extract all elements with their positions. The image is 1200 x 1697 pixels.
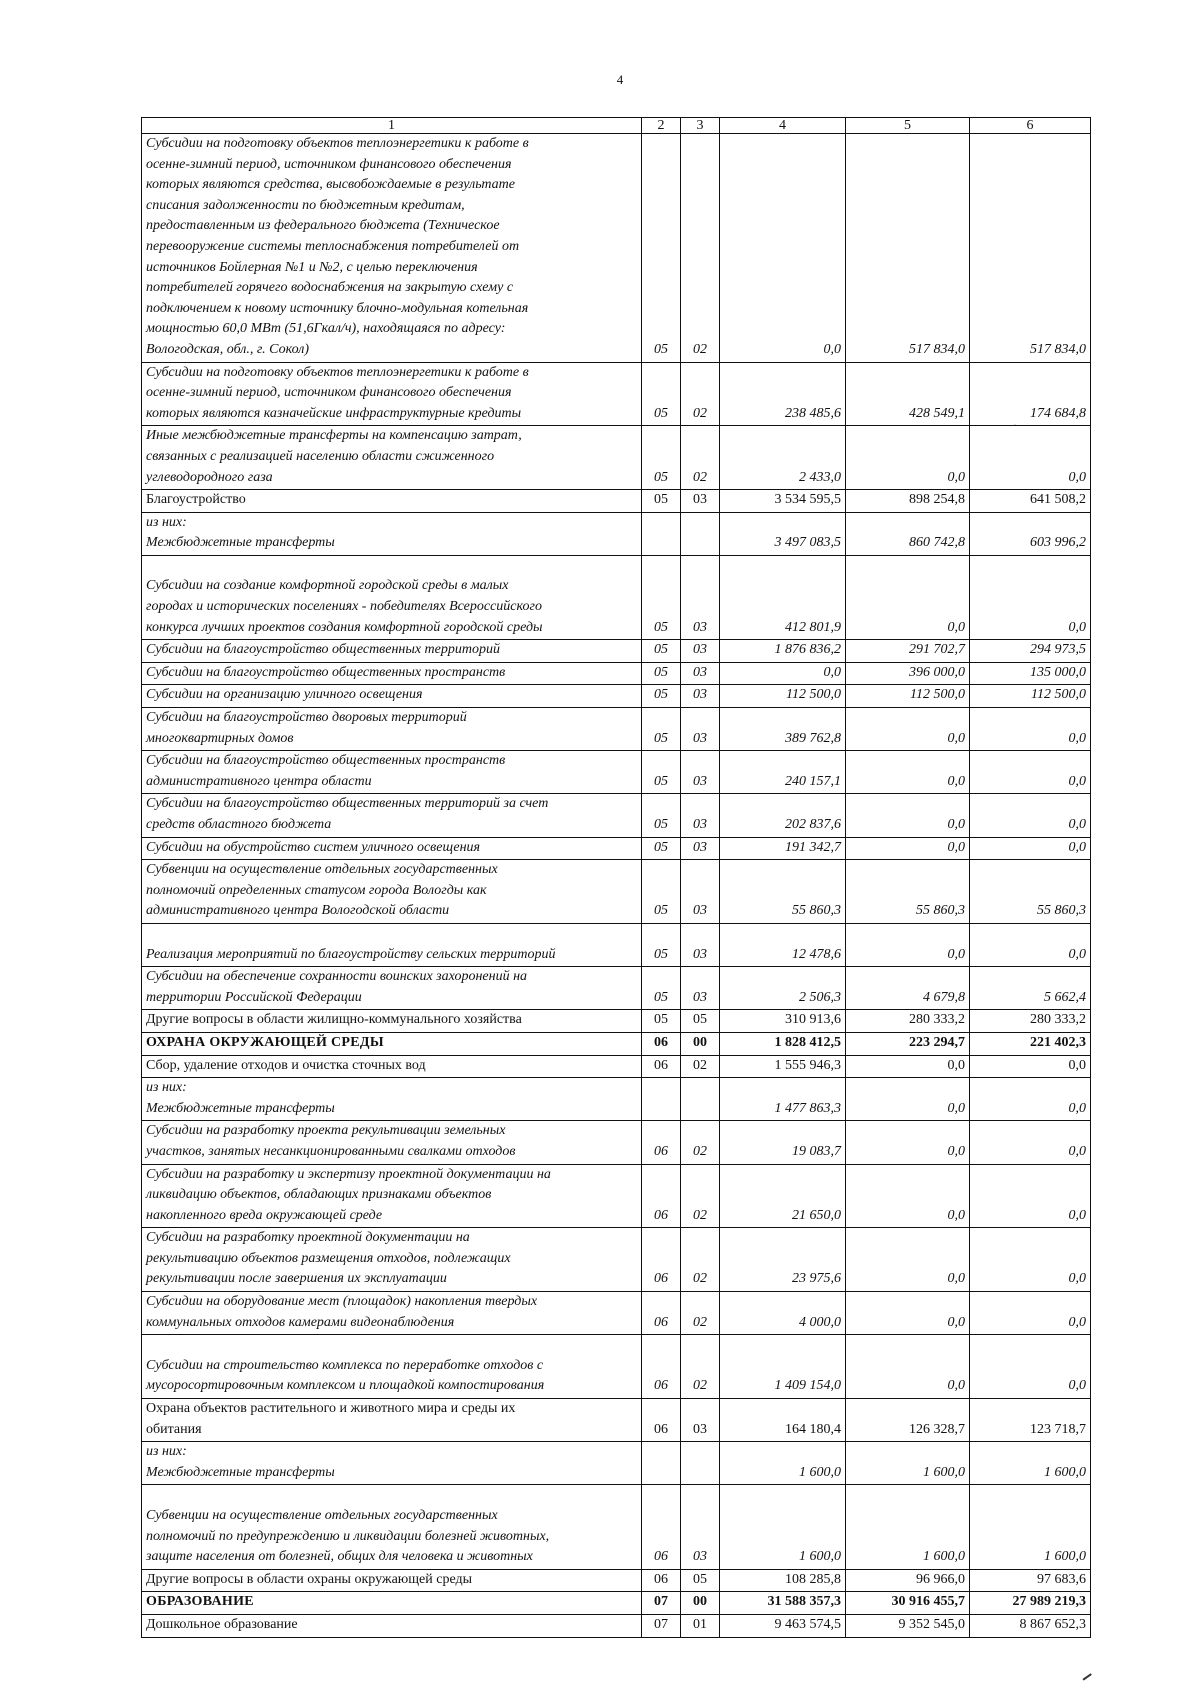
amount-col-6: 0,0 bbox=[970, 708, 1091, 751]
amount-col-6: 0,0 bbox=[970, 1164, 1091, 1228]
amount-col-6: 97 683,6 bbox=[970, 1569, 1091, 1592]
subsection-code: 03 bbox=[681, 640, 720, 663]
section-code: 05 bbox=[642, 490, 681, 513]
row-description bbox=[142, 640, 642, 663]
table-row bbox=[142, 1292, 1091, 1335]
section-code: 05 bbox=[642, 708, 681, 751]
subsection-code: 02 bbox=[681, 1164, 720, 1228]
section-code: 06 bbox=[642, 1485, 681, 1569]
amount-col-5: 0,0 bbox=[846, 751, 970, 794]
description-line: Субсидии на обустройство систем уличного освещения bbox=[146, 839, 481, 855]
section-code: 06 bbox=[642, 1228, 681, 1292]
subsection-code: 03 bbox=[681, 1485, 720, 1569]
subsection-code: 03 bbox=[681, 1399, 720, 1442]
description-line: осенне-зимний период, источником финансового обеспечения bbox=[146, 156, 512, 172]
table-header-row bbox=[142, 118, 1091, 134]
row-description bbox=[142, 708, 642, 751]
description-line: ОХРАНА ОКРУЖАЮЩЕЙ СРЕДЫ bbox=[146, 1034, 384, 1050]
subsection-code: 03 bbox=[681, 490, 720, 513]
amount-col-5: 0,0 bbox=[846, 1078, 970, 1121]
amount-col-5: 4 679,8 bbox=[846, 967, 970, 1010]
row-description bbox=[142, 1164, 642, 1228]
amount-col-5: 0,0 bbox=[846, 1055, 970, 1078]
amount-col-6: 55 860,3 bbox=[970, 860, 1091, 924]
amount-col-5: 0,0 bbox=[846, 1121, 970, 1164]
amount-col-4: 238 485,6 bbox=[720, 362, 846, 426]
amount-col-4: 1 409 154,0 bbox=[720, 1335, 846, 1399]
table-row bbox=[142, 134, 1091, 363]
section-code: 05 bbox=[642, 751, 681, 794]
table-row bbox=[142, 555, 1091, 639]
section-code: 05 bbox=[642, 860, 681, 924]
amount-col-6: 294 973,5 bbox=[970, 640, 1091, 663]
amount-col-6: 0,0 bbox=[970, 1078, 1091, 1121]
subsection-code bbox=[681, 1078, 720, 1121]
amount-col-4: 19 083,7 bbox=[720, 1121, 846, 1164]
amount-col-5: 291 702,7 bbox=[846, 640, 970, 663]
subsection-code: 03 bbox=[681, 860, 720, 924]
section-code: 05 bbox=[642, 555, 681, 639]
subsection-code bbox=[681, 512, 720, 555]
table-row bbox=[142, 1228, 1091, 1292]
description-line: Межбюджетные трансферты bbox=[146, 1100, 335, 1116]
amount-col-4: 2 506,3 bbox=[720, 967, 846, 1010]
description-line: административного центра области bbox=[146, 773, 372, 789]
subsection-code: 03 bbox=[681, 967, 720, 1010]
description-line: Субсидии на создание комфортной городской среды в малых bbox=[146, 578, 509, 594]
amount-col-6: 135 000,0 bbox=[970, 662, 1091, 685]
amount-col-5: 0,0 bbox=[846, 923, 970, 966]
table-row bbox=[142, 512, 1091, 555]
subsection-code: 03 bbox=[681, 708, 720, 751]
amount-col-4: 12 478,6 bbox=[720, 923, 846, 966]
amount-col-6: 603 996,2 bbox=[970, 512, 1091, 555]
page-number: 4 bbox=[616, 72, 624, 87]
description-line: полномочий по предупреждению и ликвидации болезней животных, bbox=[146, 1528, 550, 1544]
amount-col-6: 5 662,4 bbox=[970, 967, 1091, 1010]
table-row bbox=[142, 1010, 1091, 1033]
amount-col-4: 202 837,6 bbox=[720, 794, 846, 837]
amount-col-4: 31 588 357,3 bbox=[720, 1592, 846, 1615]
description-line: которых являются средства, высвобождаемые в результате bbox=[146, 177, 515, 193]
row-description bbox=[142, 490, 642, 513]
table-row bbox=[142, 1485, 1091, 1569]
section-code: 05 bbox=[642, 685, 681, 708]
row-description bbox=[142, 685, 642, 708]
description-line: Охрана объектов растительного и животного мира и среды их bbox=[146, 1401, 516, 1417]
section-code: 06 bbox=[642, 1292, 681, 1335]
row-description bbox=[142, 1010, 642, 1033]
description-line: из них: bbox=[146, 514, 187, 530]
subsection-code: 05 bbox=[681, 1010, 720, 1033]
amount-col-5: 860 742,8 bbox=[846, 512, 970, 555]
row-description bbox=[142, 134, 642, 363]
section-code: 07 bbox=[642, 1614, 681, 1637]
description-line: из них: bbox=[146, 1444, 187, 1460]
table-row bbox=[142, 1121, 1091, 1164]
amount-col-4: 1 600,0 bbox=[720, 1442, 846, 1485]
amount-col-4: 389 762,8 bbox=[720, 708, 846, 751]
amount-col-5: 0,0 bbox=[846, 708, 970, 751]
row-description bbox=[142, 837, 642, 860]
table-row bbox=[142, 1614, 1091, 1637]
subsection-code: 02 bbox=[681, 134, 720, 363]
row-description bbox=[142, 1292, 642, 1335]
table-row bbox=[142, 794, 1091, 837]
table-row bbox=[142, 1164, 1091, 1228]
description-line: конкурса лучших проектов создания комфортной городской среды bbox=[146, 619, 543, 635]
amount-col-4: 23 975,6 bbox=[720, 1228, 846, 1292]
table-row bbox=[142, 1442, 1091, 1485]
amount-col-4: 4 000,0 bbox=[720, 1292, 846, 1335]
description-line: многоквартирных домов bbox=[146, 730, 294, 746]
table-row bbox=[142, 662, 1091, 685]
amount-col-4: 0,0 bbox=[720, 134, 846, 363]
description-line: источников Бойлерная №1 и №2, с целью переключения bbox=[146, 259, 478, 275]
table-body bbox=[142, 118, 1091, 1638]
description-line: связанных с реализацией населению области сжиженного bbox=[146, 448, 495, 464]
subsection-code bbox=[681, 1442, 720, 1485]
table-row bbox=[142, 685, 1091, 708]
table-row bbox=[142, 362, 1091, 426]
amount-col-5: 30 916 455,7 bbox=[846, 1592, 970, 1615]
subsection-code: 03 bbox=[681, 555, 720, 639]
description-line bbox=[146, 924, 637, 945]
description-line: Вологодская, обл., г. Сокол) bbox=[146, 341, 310, 357]
header-cell-4: 4 bbox=[720, 118, 846, 134]
amount-col-4: 1 555 946,3 bbox=[720, 1055, 846, 1078]
table-row bbox=[142, 708, 1091, 751]
table-row bbox=[142, 1055, 1091, 1078]
description-line bbox=[146, 556, 637, 577]
description-line: мощностью 60,0 МВт (51,6Гкал/ч), находящаяся по адресу: bbox=[146, 321, 506, 337]
description-line: рекультивацию объектов размещения отходов, подлежащих bbox=[146, 1250, 511, 1266]
amount-col-6: 0,0 bbox=[970, 923, 1091, 966]
description-line: Другие вопросы в области жилищно-коммунального хозяйства bbox=[146, 1012, 522, 1028]
description-line: Субсидии на организацию уличного освещения bbox=[146, 687, 423, 703]
amount-col-5: 898 254,8 bbox=[846, 490, 970, 513]
amount-col-5: 126 328,7 bbox=[846, 1399, 970, 1442]
amount-col-5: 428 549,1 bbox=[846, 362, 970, 426]
subsection-code: 02 bbox=[681, 426, 720, 490]
row-description bbox=[142, 1032, 642, 1055]
description-line: защите населения от болезней, общих для человека и животных bbox=[146, 1549, 533, 1565]
section-code: 05 bbox=[642, 923, 681, 966]
row-description bbox=[142, 1228, 642, 1292]
subsection-code: 03 bbox=[681, 794, 720, 837]
amount-col-5: 1 600,0 bbox=[846, 1442, 970, 1485]
description-line: Субсидии на строительство комплекса по переработке отходов с bbox=[146, 1357, 544, 1373]
amount-col-6: 280 333,2 bbox=[970, 1010, 1091, 1033]
header-cell-5: 5 bbox=[846, 118, 970, 134]
description-line: Субсидии на подготовку объектов теплоэнергетики к работе в bbox=[146, 364, 529, 380]
section-code: 06 bbox=[642, 1164, 681, 1228]
header-cell-1: 1 bbox=[142, 118, 642, 134]
row-description bbox=[142, 1399, 642, 1442]
amount-col-6: 123 718,7 bbox=[970, 1399, 1091, 1442]
description-line: углеводородного газа bbox=[146, 469, 273, 485]
row-description bbox=[142, 1592, 642, 1615]
header-cell-6: 6 bbox=[970, 118, 1091, 134]
amount-col-4: 1 876 836,2 bbox=[720, 640, 846, 663]
description-line: потребителей горячего водоснабжения на закрытую схему с bbox=[146, 280, 514, 296]
table-row bbox=[142, 490, 1091, 513]
section-code: 05 bbox=[642, 362, 681, 426]
description-line: Субвенции на осуществление отдельных государственных bbox=[146, 1508, 498, 1523]
amount-col-5: 0,0 bbox=[846, 426, 970, 490]
amount-col-5: 0,0 bbox=[846, 555, 970, 639]
row-description bbox=[142, 1055, 642, 1078]
row-description bbox=[142, 1121, 642, 1164]
amount-col-4: 55 860,3 bbox=[720, 860, 846, 924]
section-code: 06 bbox=[642, 1399, 681, 1442]
row-description bbox=[142, 555, 642, 639]
amount-col-5: 0,0 bbox=[846, 1164, 970, 1228]
amount-col-4: 108 285,8 bbox=[720, 1569, 846, 1592]
description-line: Благоустройство bbox=[146, 492, 246, 508]
row-description bbox=[142, 512, 642, 555]
description-line: перевооружение системы теплоснабжения потребителей от bbox=[146, 238, 520, 254]
subsection-code: 02 bbox=[681, 1055, 720, 1078]
table-row bbox=[142, 1592, 1091, 1615]
header-cell-2: 2 bbox=[642, 118, 681, 134]
description-line: из них: bbox=[146, 1080, 187, 1096]
description-line: Сбор, удаление отходов и очистка сточных вод bbox=[146, 1057, 426, 1073]
description-line: Иные межбюджетные трансферты на компенсацию затрат, bbox=[146, 428, 522, 444]
amount-col-4: 2 433,0 bbox=[720, 426, 846, 490]
table-row bbox=[142, 1032, 1091, 1055]
amount-col-4: 240 157,1 bbox=[720, 751, 846, 794]
amount-col-4: 21 650,0 bbox=[720, 1164, 846, 1228]
row-description bbox=[142, 794, 642, 837]
description-line: Межбюджетные трансферты bbox=[146, 535, 335, 551]
description-line: административного центра Вологодской области bbox=[146, 903, 450, 919]
amount-col-4: 310 913,6 bbox=[720, 1010, 846, 1033]
description-line: Субсидии на разработку проектной документации на bbox=[146, 1230, 470, 1246]
section-code bbox=[642, 512, 681, 555]
description-line: Субсидии на благоустройство общественных пространств bbox=[146, 664, 506, 680]
amount-col-5: 0,0 bbox=[846, 794, 970, 837]
amount-col-5: 0,0 bbox=[846, 1335, 970, 1399]
section-code: 06 bbox=[642, 1032, 681, 1055]
row-description bbox=[142, 1335, 642, 1399]
amount-col-6: 174 684,8 bbox=[970, 362, 1091, 426]
description-line: Субсидии на благоустройство дворовых территорий bbox=[146, 710, 467, 726]
section-code bbox=[642, 1078, 681, 1121]
section-code: 06 bbox=[642, 1121, 681, 1164]
section-code: 05 bbox=[642, 967, 681, 1010]
amount-col-5: 1 600,0 bbox=[846, 1485, 970, 1569]
amount-col-5: 0,0 bbox=[846, 837, 970, 860]
amount-col-6: 112 500,0 bbox=[970, 685, 1091, 708]
description-line: которых являются казначейские инфраструктурные кредиты bbox=[146, 405, 522, 421]
amount-col-6: 641 508,2 bbox=[970, 490, 1091, 513]
section-code: 06 bbox=[642, 1055, 681, 1078]
section-code bbox=[642, 1442, 681, 1485]
section-code: 05 bbox=[642, 662, 681, 685]
row-description bbox=[142, 967, 642, 1010]
amount-col-5: 396 000,0 bbox=[846, 662, 970, 685]
amount-col-6: 27 989 219,3 bbox=[970, 1592, 1091, 1615]
section-code: 06 bbox=[642, 1335, 681, 1399]
description-line: списания задолженности по бюджетным кредитам, bbox=[146, 197, 465, 213]
amount-col-6: 0,0 bbox=[970, 1292, 1091, 1335]
description-line: средств областного бюджета bbox=[146, 817, 332, 832]
amount-col-4: 1 600,0 bbox=[720, 1485, 846, 1569]
subsection-code: 02 bbox=[681, 1335, 720, 1399]
description-line: Субсидии на оборудование мест (площадок) накопления твердых bbox=[146, 1294, 538, 1310]
description-line: Другие вопросы в области охраны окружающей среды bbox=[146, 1571, 472, 1587]
amount-col-5: 112 500,0 bbox=[846, 685, 970, 708]
table-row bbox=[142, 923, 1091, 966]
budget-table bbox=[141, 117, 1091, 1638]
subsection-code: 02 bbox=[681, 362, 720, 426]
section-code: 05 bbox=[642, 426, 681, 490]
table-row bbox=[142, 860, 1091, 924]
row-description bbox=[142, 860, 642, 924]
description-line: обитания bbox=[146, 1421, 202, 1437]
description-line bbox=[146, 1485, 637, 1506]
row-description bbox=[142, 1614, 642, 1637]
subsection-code: 05 bbox=[681, 1569, 720, 1592]
amount-col-6: 221 402,3 bbox=[970, 1032, 1091, 1055]
table-row bbox=[142, 967, 1091, 1010]
table-row bbox=[142, 751, 1091, 794]
description-line: накопленного вреда окружающей среде bbox=[146, 1207, 383, 1223]
amount-col-5: 280 333,2 bbox=[846, 1010, 970, 1033]
amount-col-6: 0,0 bbox=[970, 1055, 1091, 1078]
description-line: предоставленным из федерального бюджета (Техническое bbox=[146, 218, 500, 234]
row-description bbox=[142, 426, 642, 490]
row-description bbox=[142, 1569, 642, 1592]
amount-col-4: 191 342,7 bbox=[720, 837, 846, 860]
table-row bbox=[142, 1078, 1091, 1121]
row-description bbox=[142, 751, 642, 794]
table-row bbox=[142, 426, 1091, 490]
amount-col-4: 3 497 083,5 bbox=[720, 512, 846, 555]
subsection-code: 03 bbox=[681, 685, 720, 708]
amount-col-6: 0,0 bbox=[970, 751, 1091, 794]
stray-dot-mark: · bbox=[1013, 418, 1017, 432]
description-line: Дошкольное образование bbox=[146, 1616, 298, 1632]
subsection-code: 02 bbox=[681, 1292, 720, 1335]
section-code: 07 bbox=[642, 1592, 681, 1615]
amount-col-6: 1 600,0 bbox=[970, 1442, 1091, 1485]
subsection-code: 01 bbox=[681, 1614, 720, 1637]
amount-col-4: 412 801,9 bbox=[720, 555, 846, 639]
amount-col-4: 1 477 863,3 bbox=[720, 1078, 846, 1121]
table-row bbox=[142, 837, 1091, 860]
scan-corner-mark bbox=[1082, 1673, 1091, 1680]
subsection-code: 02 bbox=[681, 1121, 720, 1164]
amount-col-6: 0,0 bbox=[970, 1335, 1091, 1399]
description-line: Субсидии на разработку и экспертизу проектной документации на bbox=[146, 1166, 551, 1182]
description-line: коммунальных отходов камерами видеонаблюдения bbox=[146, 1314, 455, 1330]
row-description bbox=[142, 362, 642, 426]
description-line: Субсидии на благоустройство общественных территорий за счет bbox=[146, 796, 549, 812]
description-line: подключением к новому источнику блочно-модульная котельная bbox=[146, 300, 529, 316]
description-line bbox=[146, 1335, 637, 1356]
amount-col-5: 223 294,7 bbox=[846, 1032, 970, 1055]
row-description bbox=[142, 1442, 642, 1485]
description-line: территории Российской Федерации bbox=[146, 989, 362, 1005]
row-description bbox=[142, 662, 642, 685]
section-code: 05 bbox=[642, 794, 681, 837]
amount-col-5: 0,0 bbox=[846, 1292, 970, 1335]
subsection-code: 00 bbox=[681, 1592, 720, 1615]
amount-col-5: 0,0 bbox=[846, 1228, 970, 1292]
amount-col-6: 0,0 bbox=[970, 794, 1091, 837]
amount-col-6: 1 600,0 bbox=[970, 1485, 1091, 1569]
amount-col-6: 0,0 bbox=[970, 555, 1091, 639]
description-line: Межбюджетные трансферты bbox=[146, 1464, 335, 1480]
amount-col-5: 55 860,3 bbox=[846, 860, 970, 924]
description-line: участков, занятых несанкционированными свалками отходов bbox=[146, 1143, 516, 1159]
subsection-code: 03 bbox=[681, 837, 720, 860]
description-line: Субсидии на благоустройство общественных пространств bbox=[146, 753, 506, 769]
amount-col-6: 0,0 bbox=[970, 837, 1091, 860]
subsection-code: 03 bbox=[681, 751, 720, 794]
section-code: 05 bbox=[642, 134, 681, 363]
amount-col-6: 0,0 bbox=[970, 1121, 1091, 1164]
table-row bbox=[142, 1569, 1091, 1592]
section-code: 05 bbox=[642, 1010, 681, 1033]
description-line: Субсидии на разработку проекта рекультивации земельных bbox=[146, 1123, 506, 1139]
description-line: Субсидии на обеспечение сохранности воинских захоронений на bbox=[146, 969, 528, 985]
description-line: ликвидацию объектов, обладающих признаками объектов bbox=[146, 1187, 492, 1203]
description-line: Субсидии на благоустройство общественных территорий bbox=[146, 642, 500, 658]
amount-col-4: 112 500,0 bbox=[720, 685, 846, 708]
amount-col-5: 9 352 545,0 bbox=[846, 1614, 970, 1637]
amount-col-4: 164 180,4 bbox=[720, 1399, 846, 1442]
description-line: городах и исторических поселениях - победителях Всероссийского bbox=[146, 599, 542, 615]
section-code: 05 bbox=[642, 837, 681, 860]
header-cell-3: 3 bbox=[681, 118, 720, 134]
section-code: 06 bbox=[642, 1569, 681, 1592]
row-description bbox=[142, 1485, 642, 1569]
row-description bbox=[142, 923, 642, 966]
amount-col-4: 1 828 412,5 bbox=[720, 1032, 846, 1055]
amount-col-5: 517 834,0 bbox=[846, 134, 970, 363]
amount-col-6: 0,0 bbox=[970, 426, 1091, 490]
subsection-code: 03 bbox=[681, 662, 720, 685]
description-line: полномочий определенных статусом города Вологды как bbox=[146, 882, 487, 898]
table-row bbox=[142, 640, 1091, 663]
amount-col-6: 517 834,0 bbox=[970, 134, 1091, 363]
amount-col-5: 96 966,0 bbox=[846, 1569, 970, 1592]
description-line: ОБРАЗОВАНИЕ bbox=[146, 1594, 254, 1610]
description-line: Субвенции на осуществление отдельных государственных bbox=[146, 862, 498, 878]
description-line: осенне-зимний период, источником финансового обеспечения bbox=[146, 385, 512, 401]
table-row bbox=[142, 1399, 1091, 1442]
row-description bbox=[142, 1078, 642, 1121]
amount-col-6: 0,0 bbox=[970, 1228, 1091, 1292]
section-code: 05 bbox=[642, 640, 681, 663]
subsection-code: 02 bbox=[681, 1228, 720, 1292]
amount-col-6: 8 867 652,3 bbox=[970, 1614, 1091, 1637]
table-row bbox=[142, 1335, 1091, 1399]
description-line: Субсидии на подготовку объектов теплоэнергетики к работе в bbox=[146, 136, 529, 151]
amount-col-4: 3 534 595,5 bbox=[720, 490, 846, 513]
description-line: рекультивации после завершения их эксплуатации bbox=[146, 1271, 447, 1287]
description-line: Реализация мероприятий по благоустройству сельских территорий bbox=[146, 946, 556, 962]
amount-col-4: 9 463 574,5 bbox=[720, 1614, 846, 1637]
subsection-code: 00 bbox=[681, 1032, 720, 1055]
subsection-code: 03 bbox=[681, 923, 720, 966]
amount-col-4: 0,0 bbox=[720, 662, 846, 685]
description-line: мусоросортировочным комплексом и площадкой компостирования bbox=[146, 1378, 545, 1394]
